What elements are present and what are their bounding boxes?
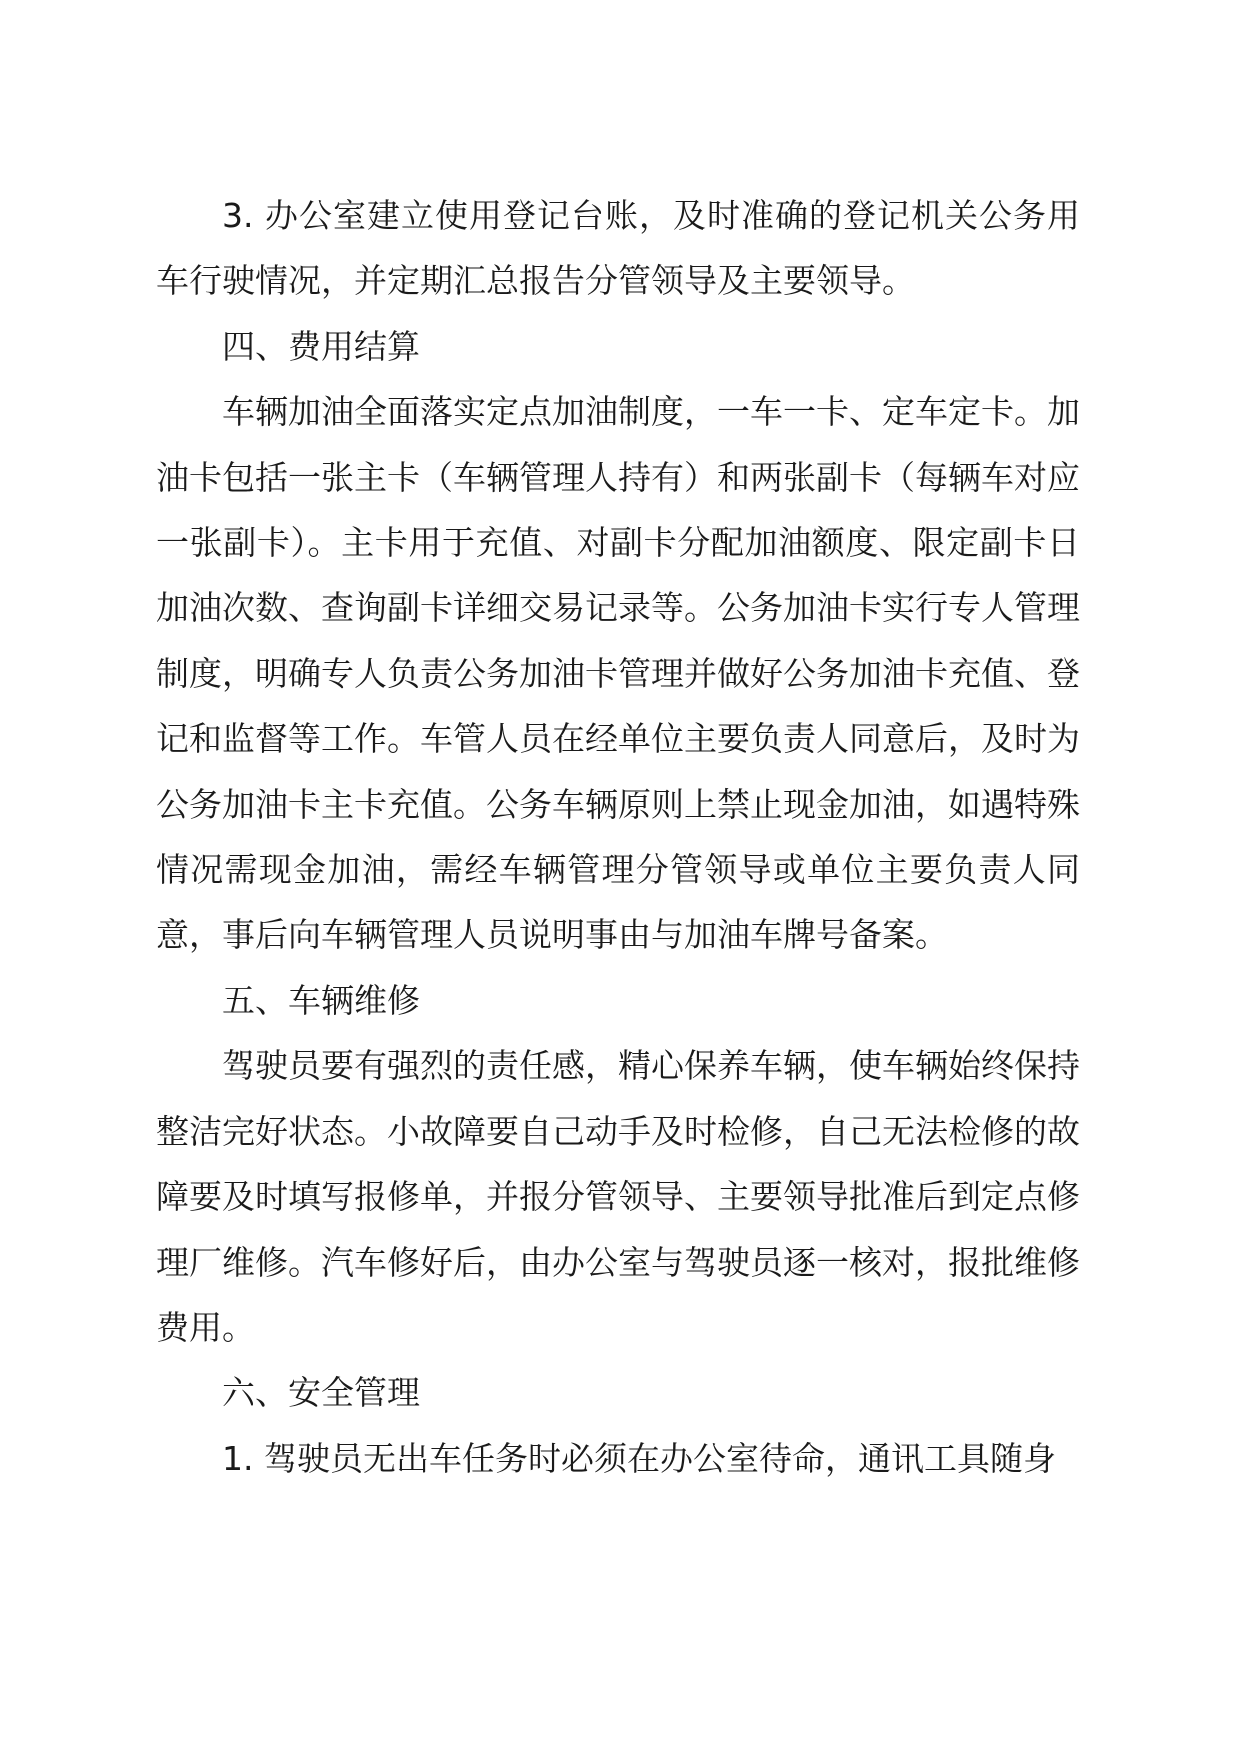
section-4-body: 车辆加油全面落实定点加油制度，一车一卡、定车定卡。加油卡包括一张主卡（车辆管理人持有）和两张副卡（每辆车对应一张副卡）。主卡用于充值、对副卡分配加油额度、限定副卡日加油次数、查询副卡详细交易记录等。公务加油卡实行专人管理制度，明确专人负责公务加油卡管理并做好公务加油卡充值、登记和监督等工作。车管人员在经单位主要负责人同意后，及时为公务加油卡主卡充值。公务车辆原则上禁止现金加油，如遇特殊情况需现金加油，需经车辆管理分管领导或单位主要负责人同意，事后向车辆管理人员说明事由与加油车牌号备案。 (156, 392, 1080, 955)
clause-3-ledger: 3. 办公室建立使用登记台账，及时准确的登记机关公务用车行驶情况，并定期汇总报告分管领导及主要领导。 (156, 196, 1080, 301)
section-5-heading: 五、车辆维修 (222, 980, 420, 1020)
clause-1-standby: 1. 驾驶员无出车任务时必须在办公室待命，通讯工具随身 (222, 1438, 1056, 1478)
document-body (156, 183, 1080, 1491)
section-5-body: 驾驶员要有强烈的责任感，精心保养车辆，使车辆始终保持整洁完好状态。小故障要自己动手及时检修，自己无法检修的故障要及时填写报修单，并报分管领导、主要领导批准后到定点修理厂维修。汽车修好后，由办公室与驾驶员逐一核对，报批维修费用。 (156, 1046, 1080, 1347)
section-6-heading: 六、安全管理 (222, 1373, 420, 1413)
section-4-heading: 四、费用结算 (222, 326, 420, 366)
